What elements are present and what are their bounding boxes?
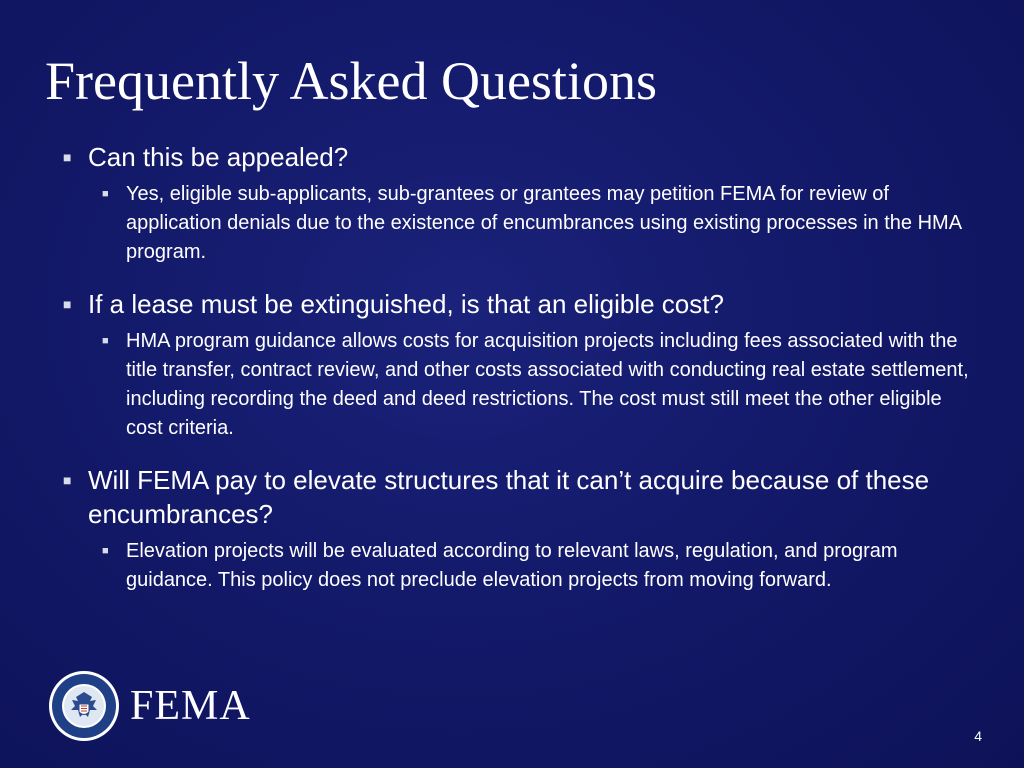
faq-question	[60, 287, 970, 321]
square-bullet-icon: ■	[102, 335, 109, 347]
square-bullet-icon: ■	[63, 149, 72, 165]
faq-answer	[60, 180, 970, 267]
faq-list	[60, 140, 970, 595]
faq-item	[60, 463, 970, 595]
faq-question	[60, 140, 970, 174]
faq-item	[60, 287, 970, 443]
square-bullet-icon: ■	[102, 545, 109, 557]
faq-answer-text: Elevation projects will be evaluated according to relevant laws, regulation, and program guidance. This policy does not preclude elevation projects from moving forward.	[126, 540, 898, 591]
fema-wordmark: FEMA	[130, 683, 251, 729]
faq-answer-text: HMA program guidance allows costs for acquisition projects including fees associated with the title transfer, contract review, and other costs associated with conducting real estate settlement, including recording the deed and deed restrictions. The cost must still meet the other eligible cost criteria.	[126, 330, 969, 439]
fema-logo	[48, 670, 251, 742]
faq-answer-text: Yes, eligible sub-applicants, sub-grantees or grantees may petition FEMA for review of application denials due to the existence of encumbrances using existing processes in the HMA program.	[126, 183, 961, 263]
square-bullet-icon: ■	[63, 296, 72, 312]
faq-question	[60, 463, 970, 531]
faq-answer	[60, 327, 970, 443]
slide-title: Frequently Asked Questions	[45, 51, 657, 111]
faq-question-text: If a lease must be extinguished, is that an eligible cost?	[88, 289, 724, 319]
dhs-seal-icon	[48, 670, 120, 742]
square-bullet-icon: ■	[102, 188, 109, 200]
faq-item	[60, 140, 970, 267]
square-bullet-icon: ■	[63, 472, 72, 488]
faq-question-text: Will FEMA pay to elevate structures that it can’t acquire because of these encumbrances?	[88, 465, 930, 529]
page-number: 4	[974, 728, 982, 744]
faq-question-text: Can this be appealed?	[88, 142, 349, 172]
faq-answer	[60, 537, 970, 595]
